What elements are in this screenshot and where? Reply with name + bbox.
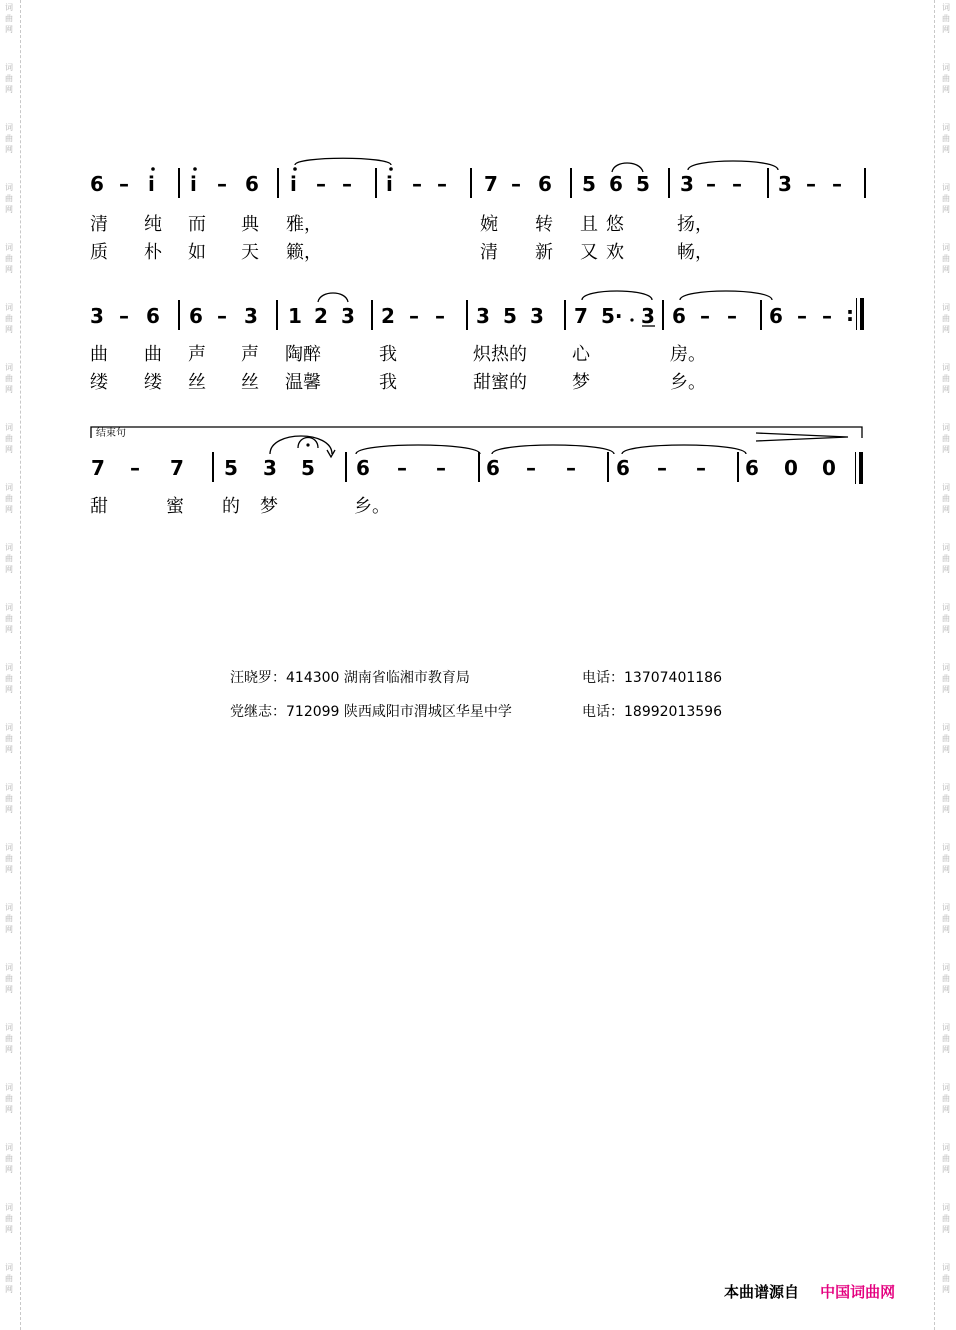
high-octave-dot [389,167,393,171]
watermark-text: 词 曲 网 [942,243,950,274]
watermark-text: 词 曲 网 [5,243,13,274]
note: 3 [90,304,104,328]
watermark-text: 词 曲 网 [942,1083,950,1114]
note: 1 [288,304,302,328]
note: 5 [301,456,315,480]
lyric: 梦 [572,372,590,393]
watermark-text: 词 曲 网 [5,843,13,874]
slur [680,291,772,300]
lyric: 温馨 [285,372,321,393]
note: – [436,456,446,480]
slur [688,161,778,170]
contact-name: 汪晓罗：414300 湖南省临湘市教育局 [230,670,470,686]
note: – [700,304,710,328]
watermark-text: 词 曲 网 [942,423,950,454]
slur [612,163,643,172]
note: 3 [680,172,694,196]
lyric: 丝 [241,372,259,393]
lyric: 房。 [670,344,706,365]
watermark-text: 词 曲 网 [5,723,13,754]
note: 6 [616,456,630,480]
watermark-text: 词 曲 网 [942,183,950,214]
lyric: 声 [188,344,206,365]
note: – [412,172,422,196]
note: 6 [486,456,500,480]
lyric: 质 [90,242,108,263]
lyric: 缕 [144,372,162,393]
watermark-text: 词 曲 网 [942,903,950,934]
lyric: 声 [241,344,259,365]
note: 6 [356,456,370,480]
lyric: 而 [188,214,206,235]
note: 7 [574,304,588,328]
watermark-text: 词 曲 网 [942,543,950,574]
lyric: 又 [580,242,598,263]
footer-prefix: 本曲谱源自 [724,1283,800,1301]
lyric: 曲 [144,344,162,365]
note: – [832,172,842,196]
lyric: 缕 [90,372,108,393]
note: 6 [745,456,759,480]
lyric: 天 [241,242,259,263]
note: 5 [503,304,517,328]
watermark-text: 词 曲 网 [5,423,13,454]
note: – [806,172,816,196]
note: – [217,172,227,196]
site-link[interactable]: 中国词曲网 [820,1283,896,1301]
note: 3 [341,304,355,328]
watermark-text: 词 曲 网 [5,963,13,994]
watermark-text: 词 曲 网 [942,1143,950,1174]
slur [622,445,746,454]
note: – [217,304,227,328]
watermark-text: 词 曲 网 [5,303,13,334]
watermark-text: 词 曲 网 [5,63,13,94]
note: 7 [484,172,498,196]
note: 5· [601,304,623,328]
watermark-text: 词 曲 网 [5,1203,13,1234]
note: – [130,456,140,480]
slur [295,158,391,165]
note: 2 [314,304,328,328]
lyric: 甜蜜的 [473,372,527,393]
note: 6 [672,304,686,328]
lyric: 悠 [606,214,624,235]
note: – [119,304,129,328]
watermark-text: 词 曲 网 [5,3,13,34]
lyric: 雅， [286,214,322,235]
watermark-text: 词 曲 网 [942,363,950,394]
watermark-text: 词 曲 网 [5,123,13,154]
lyric: 籁， [286,242,322,263]
lyric: 转 [535,214,553,235]
lyric: 典 [241,214,259,235]
watermark-text: 词 曲 网 [5,543,13,574]
note: 5 [636,172,650,196]
note: – [316,172,326,196]
watermark-text: 词 曲 网 [5,363,13,394]
watermark-text: 词 曲 网 [942,963,950,994]
lyric: 且 [580,214,598,235]
slur [492,445,614,454]
watermark-text: 词 曲 网 [942,1203,950,1234]
watermark-text: 词 曲 网 [942,63,950,94]
fermata-dot [306,443,309,446]
note: 0 [822,456,836,480]
contact-name: 党继志：712099 陕西咸阳市渭城区华星中学 [230,704,512,720]
note: 3 [263,456,277,480]
note: 7 [170,456,184,480]
high-octave-dot [193,167,197,171]
watermark-text: 词 曲 网 [942,603,950,634]
lyric: 甜 [90,496,108,517]
note: – [397,456,407,480]
lyric: 乡。 [670,372,706,393]
watermark-text: 词 曲 网 [942,123,950,154]
note: i [148,172,155,196]
slur [582,291,652,300]
ending-label: 结束句 [96,428,126,439]
high-octave-dot [293,167,297,171]
note: – [437,172,447,196]
ending-bracket [91,427,862,438]
watermark-text: 词 曲 网 [5,1023,13,1054]
lyric: 朴 [144,242,162,263]
note: – [435,304,445,328]
note: 7 [91,456,105,480]
lyric: 丝 [188,372,206,393]
slur [318,293,348,302]
watermark-text: 词 曲 网 [942,783,950,814]
lyric: 纯 [144,214,162,235]
watermark-text: 词 曲 网 [942,3,950,34]
watermark-text: 词 曲 网 [942,843,950,874]
note: – [566,456,576,480]
note: – [526,456,536,480]
note: – [657,456,667,480]
note: 6 [189,304,203,328]
lyric: 炽热的 [473,344,527,365]
lyric: 乡。 [354,496,390,517]
note: 6 [538,172,552,196]
lyric: 清 [90,214,108,235]
lyric: 畅， [677,242,713,263]
decrescendo [756,433,848,441]
breath-mark [327,450,335,457]
note: – [342,172,352,196]
note: 3 [641,304,655,328]
lyric: 扬， [677,214,713,235]
watermark-text: 词 曲 网 [5,663,13,694]
watermark-text: 词 曲 网 [942,483,950,514]
watermark-text: 词 曲 网 [942,663,950,694]
watermark-text: 词 曲 网 [5,483,13,514]
watermark-text: 词 曲 网 [5,1083,13,1114]
note: i [190,172,197,196]
note: – [119,172,129,196]
lyric: 蜜 [166,496,184,517]
note: 0 [784,456,798,480]
lyric: 新 [535,242,553,263]
lyric: 如 [188,242,206,263]
high-octave-dot [151,167,155,171]
note: 5 [224,456,238,480]
watermark-text: 词 曲 网 [942,303,950,334]
note: – [822,304,832,328]
note: 6 [245,172,259,196]
slur [270,436,332,454]
source-footer [724,1281,895,1302]
note: – [797,304,807,328]
note: 6 [90,172,104,196]
watermark-text: 词 曲 网 [942,1023,950,1054]
lyric: 欢 [606,242,624,263]
lyric: 清 [480,242,498,263]
lyric: 我 [379,372,397,393]
note: – [409,304,419,328]
watermark-text: 词 曲 网 [5,903,13,934]
repeat-dots: : [846,302,854,326]
note: i [386,172,393,196]
note: 6 [146,304,160,328]
contact-phone: 电话：18992013596 [582,704,722,720]
watermark-text: 词 曲 网 [5,1263,13,1294]
watermark-text: 词 曲 网 [942,1263,950,1294]
lyric: 我 [379,344,397,365]
note: i [290,172,297,196]
note: 5 [582,172,596,196]
note: 6 [769,304,783,328]
note: 3 [476,304,490,328]
note: 3 [244,304,258,328]
note: – [696,456,706,480]
lyric: 陶醉 [285,344,321,365]
lyric: 梦 [260,496,278,517]
watermark-text: 词 曲 网 [5,603,13,634]
watermark-text: 词 曲 网 [942,723,950,754]
note: – [706,172,716,196]
watermark-text: 词 曲 网 [5,783,13,814]
lyric: 婉 [480,214,498,235]
slur [356,445,480,454]
note: – [727,304,737,328]
watermark-text: 词 曲 网 [5,1143,13,1174]
note: – [511,172,521,196]
lyric: 的 [222,496,240,517]
augmentation-dot [630,318,633,321]
note: – [732,172,742,196]
note: 2 [381,304,395,328]
contact-phone: 电话：13707401186 [582,670,722,686]
lyric: 曲 [90,344,108,365]
watermark-text: 词 曲 网 [5,183,13,214]
note: 3 [530,304,544,328]
lyric: 心 [572,344,590,365]
note: 3 [778,172,792,196]
note: 6 [609,172,623,196]
